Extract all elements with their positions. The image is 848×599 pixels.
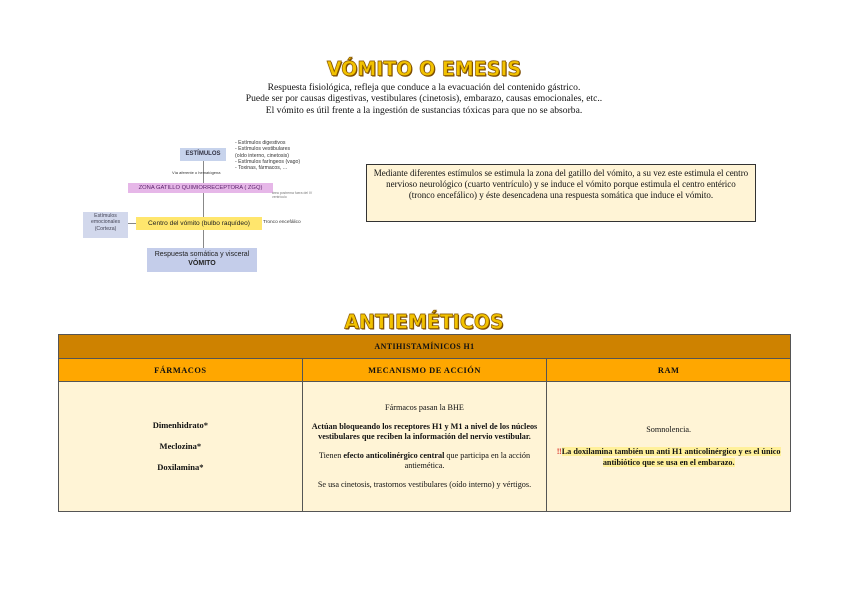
zgq-note: área postrema fuera del IV ventrículo xyxy=(272,191,313,199)
explanation-note: Mediante diferentes estímulos se estimula la zona del gatillo del vómito, a su vez este estimula el centro nervioso neurológico (cuarto ventrículo) y se induce el vómito porque estimula el centro entérico (tronco encefálico) y éste desencadena una respuesta somática que induce el vómito. xyxy=(366,164,756,222)
col-header-drugs: FÁRMACOS xyxy=(59,359,303,382)
intro-line: Respuesta fisiológica, refleja que conduce a la evacuación del contenido gástrico. xyxy=(267,82,581,93)
intro-text xyxy=(0,82,848,116)
stimuli-box: ESTÍMULOS xyxy=(180,148,226,161)
mechanism-text-part: que participa en la acción antiemética. xyxy=(404,451,531,470)
zgq-box: ZONA GATILLO QUIMIORRECEPTORA ( ZGQ) xyxy=(128,183,273,193)
ram-text: Somnolencia. xyxy=(646,425,692,434)
double-exclamation-icon: ‼ xyxy=(556,447,562,456)
stimuli-list xyxy=(235,140,335,171)
col-header-mechanism: MECANISMO DE ACCIÓN xyxy=(302,359,547,382)
mechanism-text: Se usa cinetosis, trastornos vestibulares (oído interno) y vértigos. xyxy=(317,480,532,489)
stimuli-item: - Estímulos faríngeos (vago) xyxy=(235,158,301,165)
emotional-stimuli-box: Estímulos emocionales (Corteza) xyxy=(83,212,128,238)
vomiting-center-box: Centro del vómito (bulbo raquídeo) xyxy=(136,217,262,230)
mechanism-text-part: Tienen xyxy=(318,451,344,460)
mechanism-text: Actúan bloqueando los receptores H1 y M1 a nivel de los núcleos vestibulares que reciben la información del nervio vestibular. xyxy=(311,422,538,441)
section-title: ANTIEMÉTICOS xyxy=(344,310,504,334)
ram-warning-text: La doxilamina también un anti H1 anticolinérgico y es el único antibiótico que se usa en el embarazo. xyxy=(561,447,781,467)
table-header-row xyxy=(59,359,791,382)
connector-line xyxy=(203,230,204,248)
group-header: ANTIHISTAMÍNICOS H1 xyxy=(59,335,791,359)
page-title: VÓMITO O EMESIS xyxy=(326,57,522,81)
mechanism-text-bold: efecto anticolinérgico central xyxy=(343,451,445,460)
stimuli-item: (oído interno, cinetosis) xyxy=(235,152,289,159)
connector-line xyxy=(203,193,204,217)
intro-line: El vómito es útil frente a la ingestión de sustancias tóxicas para que no se absorba. xyxy=(265,104,583,116)
intro-line: Puede ser por causas digestivas, vestibulares (cinetosis), embarazo, causas emocionales, etc.. xyxy=(245,93,603,105)
drug-name: Meclozina* xyxy=(159,441,202,451)
vomiting-reflex-diagram xyxy=(80,140,320,275)
brainstem-label: Tronco encefálico xyxy=(263,220,301,225)
table-group-row xyxy=(59,335,791,359)
response-box xyxy=(147,248,257,272)
stimuli-item: - Toxinas, fármacos, ... xyxy=(235,165,288,172)
stimuli-item: - Estímulos digestivos xyxy=(235,140,286,146)
drug-name: Doxilamina* xyxy=(157,462,204,472)
response-vomit: VÓMITO xyxy=(188,259,216,267)
response-line: Respuesta somática y visceral xyxy=(154,251,250,258)
connector-line xyxy=(128,223,136,224)
drugs-cell xyxy=(59,382,303,512)
ram-cell xyxy=(547,382,791,512)
mechanism-text: Fármacos pasan la BHE xyxy=(385,403,464,412)
antiemetics-table xyxy=(58,334,791,512)
drug-name: Dimenhidrato* xyxy=(152,420,208,430)
mechanism-text xyxy=(307,451,543,471)
table-row xyxy=(59,382,791,512)
mechanism-cell xyxy=(302,382,547,512)
via-label: Vía aferente o hematógena xyxy=(172,170,221,175)
ram-warning xyxy=(547,446,790,468)
stimuli-item: - Estímulos vestibulares xyxy=(235,146,291,153)
col-header-ram: RAM xyxy=(547,359,791,382)
